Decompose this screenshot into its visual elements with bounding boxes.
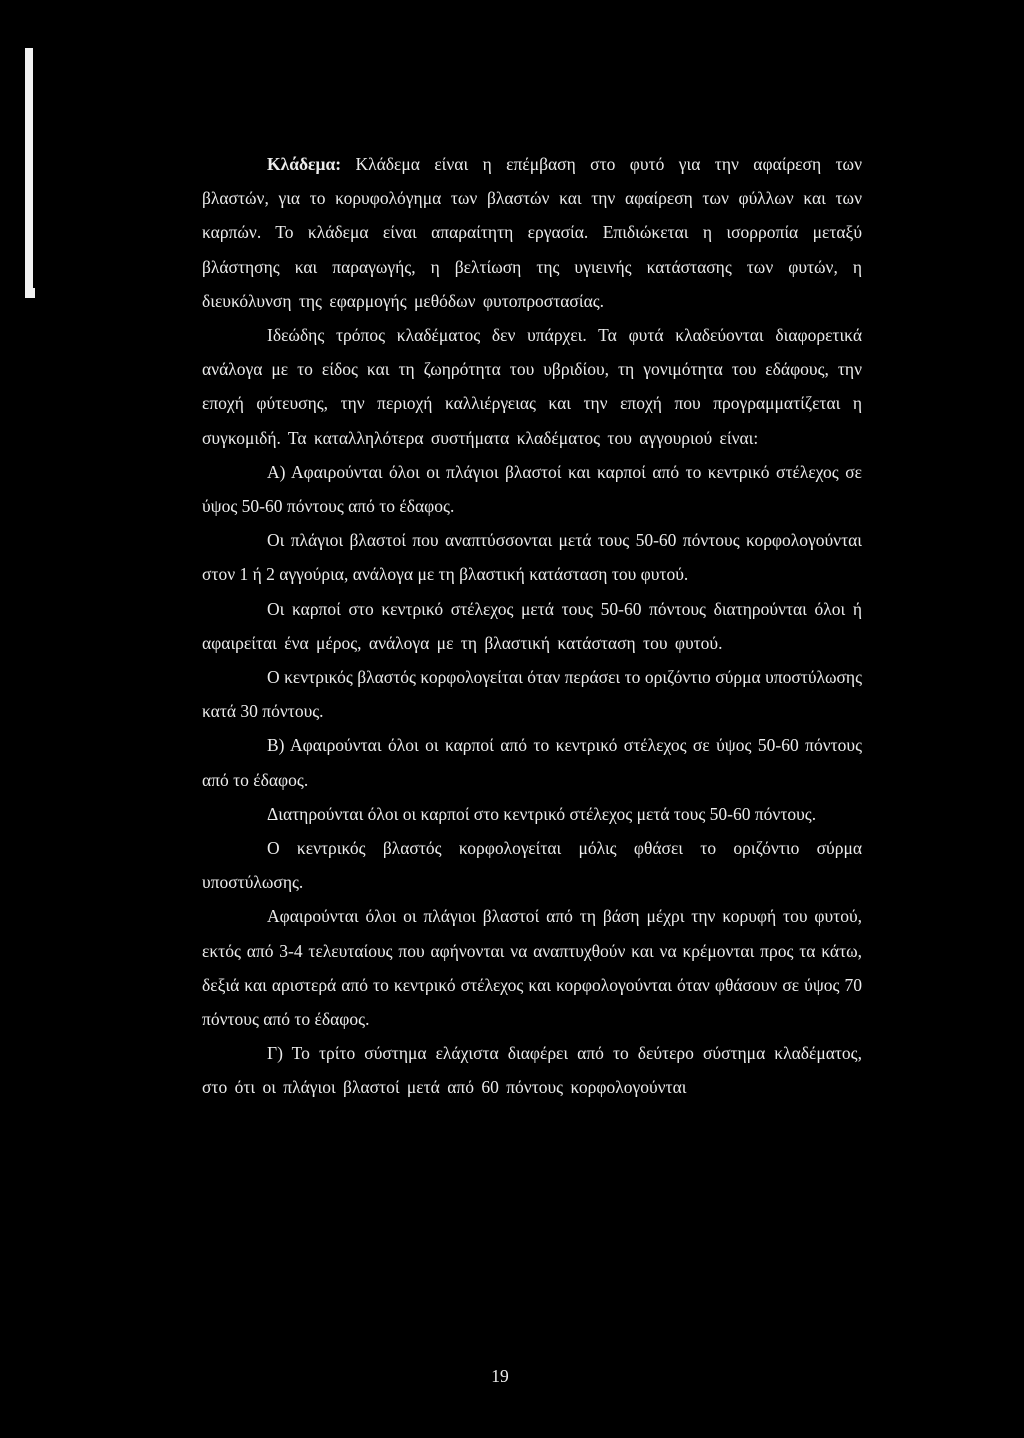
paragraph-fruits-kept: Οι καρποί στο κεντρικό στέλεχος μετά τους 50-60 πόντους διατηρούνται όλοι ή αφαιρείται ένα μέρος, ανάλογα με τη βλαστική κατάσταση του φυτού. <box>202 598 862 653</box>
intro-text: Κλάδεμα είναι η επέμβαση στο φυτό για την αφαίρεση των βλαστών, για το κορυφολόγημα των βλαστών και την αφαίρεση των φύλλων και των καρπών. Το κλάδεμα είναι απαραίτητη εργασία. Επιδιώκεται η ισορροπία μεταξύ βλάστησης και παραγωγής, η βελτίωση της υγιεινής κατάστασης των φυτών, η διευκόλυνση της εφαρμογής μεθόδων φυτοπροστασίας. <box>202 154 862 311</box>
paragraph-system-b: Β) Αφαιρούνται όλοι οι καρποί από το κεντρικό στέλεχος σε ύψος 50-60 πόντους από το έδαφος. <box>202 735 862 790</box>
document-body <box>202 147 862 1105</box>
paragraph-side-shoots: Οι πλάγιοι βλαστοί που αναπτύσσονται μετά τους 50-60 πόντους κορφολογούνται στον 1 ή 2 αγγούρια, ανάλογα με τη βλαστική κατάσταση του φυτού. <box>202 530 862 585</box>
paragraph-topping-wire: Ο κεντρικός βλαστός κορφολογείται μόλις φθάσει το οριζόντιο σύρμα υποστύλωσης. <box>202 838 862 893</box>
paragraph-topping-30: Ο κεντρικός βλαστός κορφολογείται όταν περάσει το οριζόντιο σύρμα υποστύλωσης κατά 30 πόντους. <box>202 667 862 722</box>
page-number: 19 <box>491 1366 509 1386</box>
intro-paragraph <box>202 147 862 318</box>
term-heading: Κλάδεμα: <box>267 154 342 174</box>
scan-edge-line <box>25 48 35 298</box>
paragraph-side-shoots-removed: Αφαιρούνται όλοι οι πλάγιοι βλαστοί από τη βάση μέχρι την κορυφή του φυτού, εκτός από 3-4 τελευταίους που αφήνονται να αναπτυχθούν και να κρέμονται προς τα κάτω, δεξιά και αριστερά από το κεντρικό στέλεχος και κορφολογούνται όταν φθάσουν σε ύψος 70 πόντους από το έδαφος. <box>202 906 862 1030</box>
paragraph-ideal-pruning: Ιδεώδης τρόπος κλαδέματος δεν υπάρχει. Τα φυτά κλαδεύονται διαφορετικά ανάλογα με το είδος και τη ζωηρότητα του υβριδίου, τη γονιμότητα του εδάφους, την εποχή φύτευσης, την περιοχή καλλιέργειας και την εποχή που προγραμματίζεται η συγκομιδή. Τα καταλληλότερα συστήματα κλαδέματος του αγγουριού είναι: <box>202 325 862 448</box>
paragraph-fruits-retained: Διατηρούνται όλοι οι καρποί στο κεντρικό στέλεχος μετά τους 50-60 πόντους. <box>267 803 817 824</box>
paragraph-system-a: Α) Αφαιρούνται όλοι οι πλάγιοι βλαστοί και καρποί από το κεντρικό στέλεχος σε ύψος 50-60 πόντους από το έδαφος. <box>202 461 862 517</box>
paragraph-system-c: Γ) Το τρίτο σύστημα ελάχιστα διαφέρει από το δεύτερο σύστημα κλαδέματος, στο ότι οι πλάγιοι βλαστοί μετά από 60 πόντους κορφολογούνται <box>202 1043 862 1098</box>
